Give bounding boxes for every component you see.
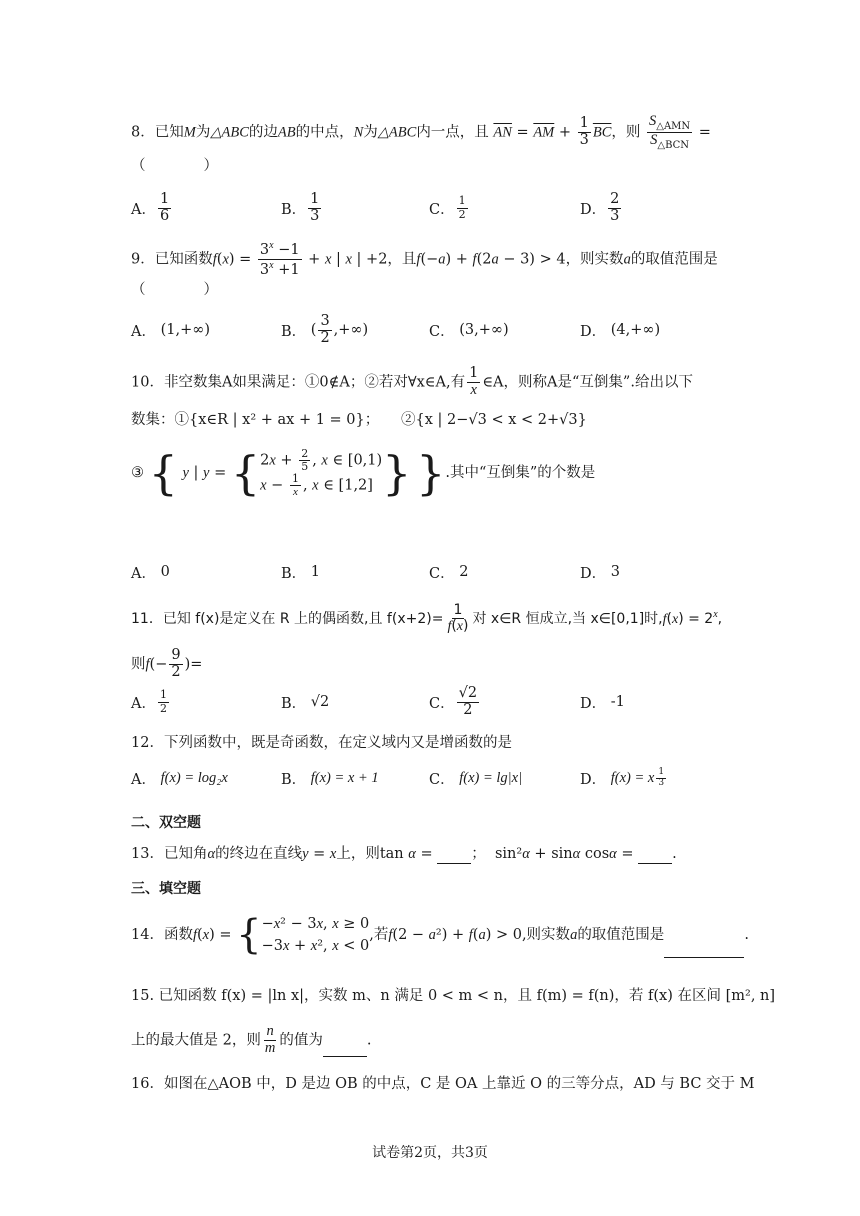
q10-option-c[interactable]: C． 2 [429, 564, 469, 582]
q11-option-c[interactable]: C． $\frac{√2}{2}$ [429, 684, 478, 718]
q8-option-b[interactable]: B． $\frac{1}{3}$ [281, 190, 320, 224]
q10-option-b[interactable]: B． 1 [281, 564, 320, 582]
q11-option-a[interactable]: A． $\frac{1}{2}$ [131, 688, 167, 715]
q12-option-c[interactable]: C． f(x) = lg|x| [429, 769, 523, 788]
q10-line2: 数集：①{x∈R | x² + ax + 1 = 0}； ②{x | 2−√3 < x < 2+√3} [131, 412, 587, 428]
q9-option-a[interactable]: A． (1,+∞) [131, 322, 210, 340]
section-heading-3: 三、填空题 [131, 881, 201, 897]
q11-line1: 11．已知 f(x)是定义在 R 上的偶函数,且 f(x+2)= $\frac{1}{f(x)}$ 对 x∈R 恒成立,当 x∈[0,1]时$,f(x) = 2^x$, [131, 602, 723, 635]
q12-option-d[interactable]: D． f(x) = x $\frac{1}{3}$ [580, 766, 665, 788]
q8-paren: （ ） [131, 158, 218, 174]
q15-line2: 上的最大值是 2，则 $\frac{n}{m}$ 的值为 . [131, 1023, 372, 1056]
q10-line3: ③ { y | y = { 2x + $\frac{2}{5}$ , x ∈ [0,1) x − $\frac{1}{x}$ , x ∈ [1,2] } }.其中“互倒集”的个数是 [131, 446, 596, 501]
q10-option-a[interactable]: A． 0 [131, 564, 170, 582]
q9-option-c[interactable]: C． (3,+∞) [429, 322, 509, 340]
q8-option-a[interactable]: A． $\frac{1}{6}$ [131, 190, 170, 224]
q9-options [131, 310, 731, 350]
q11-line2: 则f(− $\frac{9}{2}$ )= [131, 647, 203, 680]
section-heading-2: 二、双空题 [131, 815, 201, 831]
q14-line: 14．函数f(x) = { −x² − 3x, x ≥ 0 −3x + x², x < 0 ,若f(2 − a²) + f(a) > 0,则实数a的取值范围是 . [131, 912, 749, 958]
q11-option-b[interactable]: B． √2 [281, 694, 330, 712]
q9-line1: 9．已知函数f(x) = $\frac{3^x -1}{3^x +1}$ + x | x | +2，且f(−a) + f(2a − 3) > 4，则实数a的取值范围是 [131, 240, 718, 278]
q10-option-d[interactable]: D． 3 [580, 564, 620, 582]
q8-options [131, 188, 731, 228]
q12-option-a[interactable]: A． f(x) = log₂x [131, 769, 228, 788]
page-footer: 试卷第2页，共3页 [372, 1145, 488, 1161]
q8-line1: 8．已知M为△ABC的边AB的中点，N为△ABC内一点，且 $\overline{AN} = \overline{AM}$ + $\frac{1}{3}$ $\overline{BC}$，则 $\frac{S_{\triangle AMN}}{S_{\triangle BCN}}$ = [131, 113, 711, 151]
q8-option-d[interactable]: D． $\frac{2}{3}$ [580, 190, 620, 224]
q16-line: 16．如图在△AOB 中，D 是边 OB 的中点，C 是 OA 上靠近 O 的三等分点，AD 与 BC 交于 M [131, 1076, 755, 1092]
q11-option-d[interactable]: D． -1 [580, 694, 625, 712]
q10-line1: 10．非空数集A如果满足：①0∉A；②若对∀x∈A,有 $\frac{1}{x}$ ∈A，则称A是“互倒集”.给出以下 [131, 365, 693, 398]
q10-options [131, 552, 731, 592]
q9-option-d[interactable]: D． (4,+∞) [580, 322, 661, 340]
q9-option-b[interactable]: B． ( $\frac{3}{2}$ ,+∞) [281, 312, 369, 346]
q12-options [131, 758, 731, 798]
q11-options [131, 682, 731, 722]
q8-option-c[interactable]: C． $\frac{1}{2}$ [429, 194, 466, 221]
q15-line1: 15. 已知函数 f(x) = |ln x|，实数 m、n 满足 0 < m < n，且 f(m) = f(n)，若 f(x) 在区间 [m², n] [131, 988, 776, 1004]
q9-paren: （ ） [131, 282, 218, 298]
q12-option-b[interactable]: B． f(x) = x + 1 [281, 769, 379, 788]
q12-line: 12．下列函数中，既是奇函数，在定义域内又是增函数的是 [131, 735, 512, 751]
q13-line: 13．已知角α的终边在直线y = x上，则tan α = ； sin²α + sinα cosα = . [131, 846, 677, 862]
